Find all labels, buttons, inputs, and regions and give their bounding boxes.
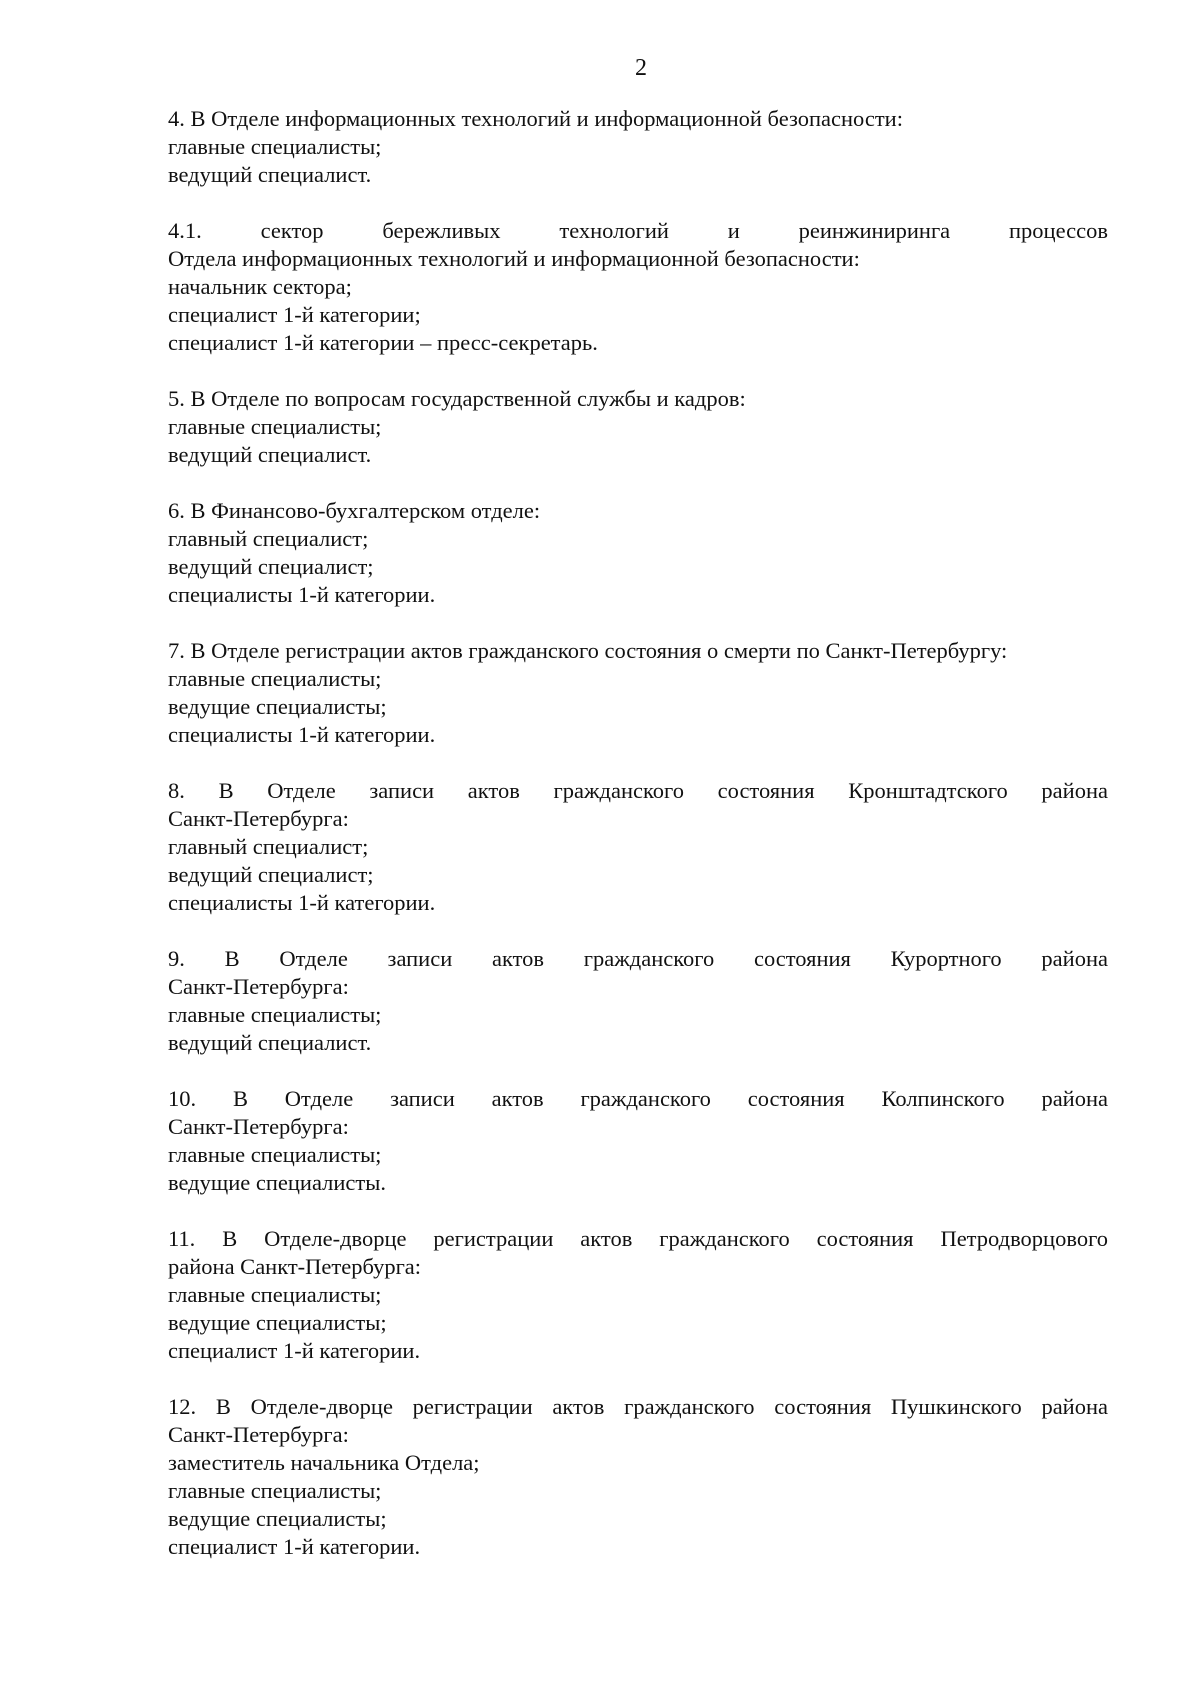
section-heading-continuation: Санкт-Петербурга: [168, 974, 349, 999]
section-8 [168, 777, 1108, 917]
list-item: ведущий специалист; [168, 554, 374, 579]
list-item: специалист 1-й категории – пресс-секретарь. [168, 330, 598, 355]
list-item: главные специалисты; [168, 1002, 382, 1027]
list-item: ведущие специалисты; [168, 1506, 387, 1531]
list-item: главные специалисты; [168, 414, 382, 439]
section-4 [168, 105, 1108, 189]
list-item: главный специалист; [168, 834, 369, 859]
list-item: ведущий специалист. [168, 162, 372, 187]
section-heading: 9. В Отделе записи актов гражданского состояния Курортного района [168, 946, 1108, 971]
list-item: ведущий специалист. [168, 1030, 372, 1055]
list-item: начальник сектора; [168, 274, 352, 299]
section-11 [168, 1225, 1108, 1365]
section-heading: 8. В Отделе записи актов гражданского состояния Кронштадтского района [168, 778, 1108, 803]
section-heading-continuation: района Санкт-Петербурга: [168, 1254, 422, 1279]
section-heading-continuation: Санкт-Петербурга: [168, 1422, 349, 1447]
section-5 [168, 385, 1108, 469]
list-item: ведущие специалисты. [168, 1170, 386, 1195]
section-heading-continuation: Отдела информационных технологий и информационной безопасности: [168, 246, 860, 271]
section-heading-continuation: Санкт-Петербурга: [168, 806, 349, 831]
section-7 [168, 637, 1108, 749]
section-heading-continuation: Санкт-Петербурга: [168, 1114, 349, 1139]
section-6 [168, 497, 1108, 609]
list-item: специалист 1-й категории. [168, 1534, 421, 1559]
list-item: ведущий специалист; [168, 862, 374, 887]
section-12 [168, 1393, 1108, 1561]
section-heading: 4.1. сектор бережливых технологий и реинжиниринга процессов [168, 218, 1108, 243]
section-10 [168, 1085, 1108, 1197]
list-item: главные специалисты; [168, 1142, 382, 1167]
list-item: ведущие специалисты; [168, 694, 387, 719]
list-item: главные специалисты; [168, 666, 382, 691]
list-item: специалист 1-й категории. [168, 1338, 421, 1363]
list-item: ведущие специалисты; [168, 1310, 387, 1335]
list-item: специалисты 1-й категории. [168, 890, 436, 915]
list-item: главные специалисты; [168, 1282, 382, 1307]
list-item: главные специалисты; [168, 1478, 382, 1503]
list-item: заместитель начальника Отдела; [168, 1450, 480, 1475]
document-body [168, 105, 1108, 1561]
list-item: ведущий специалист. [168, 442, 372, 467]
section-9 [168, 945, 1108, 1057]
section-4-1 [168, 217, 1108, 357]
list-item: специалист 1-й категории; [168, 302, 421, 327]
page-number: 2 [635, 55, 647, 81]
section-heading: 11. В Отделе-дворце регистрации актов гражданского состояния Петродворцового [168, 1226, 1108, 1251]
list-item: главные специалисты; [168, 134, 382, 159]
section-heading: 5. В Отделе по вопросам государственной службы и кадров: [168, 386, 746, 411]
section-heading: 10. В Отделе записи актов гражданского состояния Колпинского района [168, 1086, 1108, 1111]
section-heading: 4. В Отделе информационных технологий и информационной безопасности: [168, 106, 903, 131]
list-item: специалисты 1-й категории. [168, 582, 436, 607]
section-heading: 7. В Отделе регистрации актов гражданского состояния о смерти по Санкт-Петербургу: [168, 638, 1008, 663]
list-item: специалисты 1-й категории. [168, 722, 436, 747]
section-heading: 12. В Отделе-дворце регистрации актов гражданского состояния Пушкинского района [168, 1394, 1108, 1419]
list-item: главный специалист; [168, 526, 369, 551]
section-heading: 6. В Финансово-бухгалтерском отделе: [168, 498, 541, 523]
